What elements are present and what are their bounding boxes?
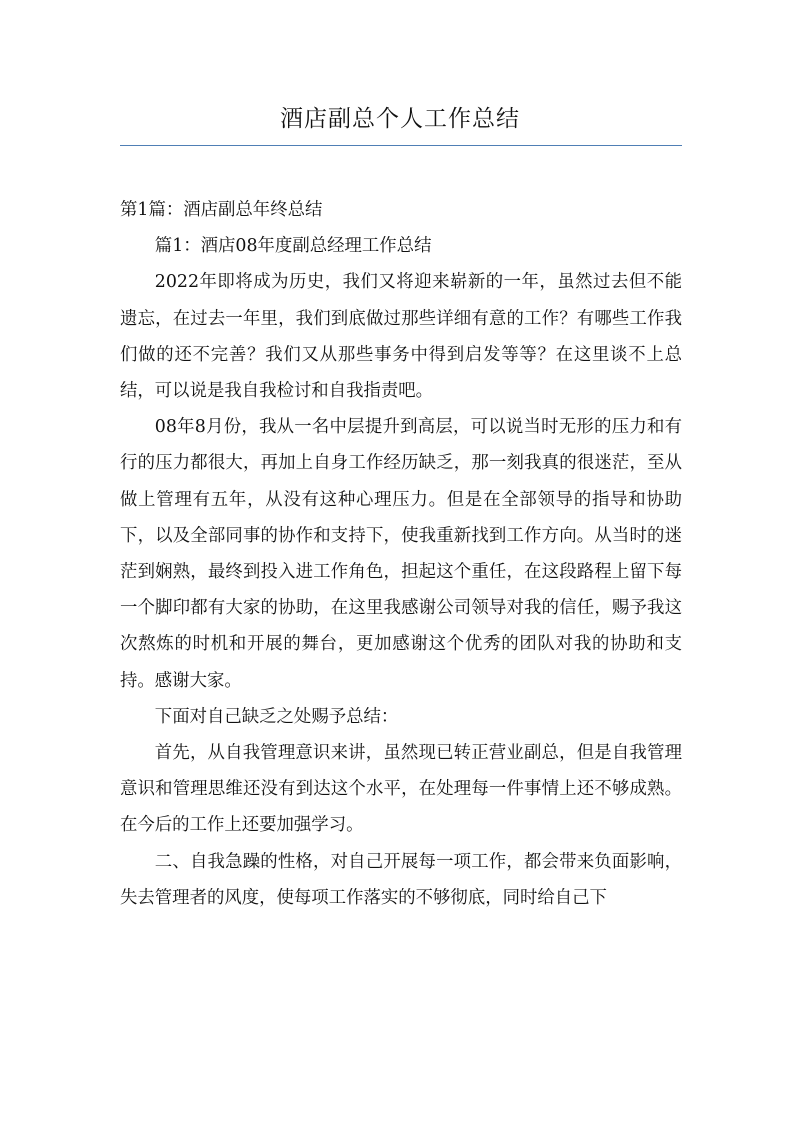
paragraph: 2022年即将成为历史，我们又将迎来崭新的一年，虽然过去但不能遗忘，在过去一年里，我们到底做过那些详细有意的工作？有哪些工作我们做的还不完善？我们又从那些事务中得到启发等等？在这里谈不上总结，可以说是我自我检讨和自我指责吧。	[120, 272, 682, 402]
sub-heading: 篇1：酒店08年度副总经理工作总结	[154, 236, 432, 257]
document-title: 酒店副总个人工作总结	[280, 106, 520, 132]
document-body	[120, 192, 682, 916]
section-heading: 第1篇：酒店副总年终总结	[120, 200, 323, 220]
title-divider	[120, 145, 682, 146]
paragraph: 二、自我急躁的性格，对自己开展每一项工作，都会带来负面影响，失去管理者的风度，使每项工作落实的不够彻底，同时给自己下	[120, 851, 682, 908]
paragraph: 首先，从自我管理意识来讲，虽然现已转正营业副总，但是自我管理意识和管理思维还没有到达这个水平，在处理每一件事情上还不够成熟。在今后的工作上还要加强学习。	[120, 743, 682, 836]
paragraph: 08年8月份，我从一名中层提升到高层，可以说当时无形的压力和有行的压力都很大，再加上自身工作经历缺乏，那一刻我真的很迷茫，至从做上管理有五年，从没有这种心理压力。但是在全部领导的指导和协助下，以及全部同事的协作和支持下，使我重新找到工作方向。从当时的迷茫到娴熟，最终到投入进工作角色，担起这个重任，在这段路程上留下每一个脚印都有大家的协助，在这里我感谢公司领导对我的信任，赐予我这次熬炼的时机和开展的舞台，更加感谢这个优秀的团队对我的协助和支持。感谢大家。	[120, 417, 682, 691]
paragraph: 下面对自己缺乏之处赐予总结：	[154, 706, 399, 727]
